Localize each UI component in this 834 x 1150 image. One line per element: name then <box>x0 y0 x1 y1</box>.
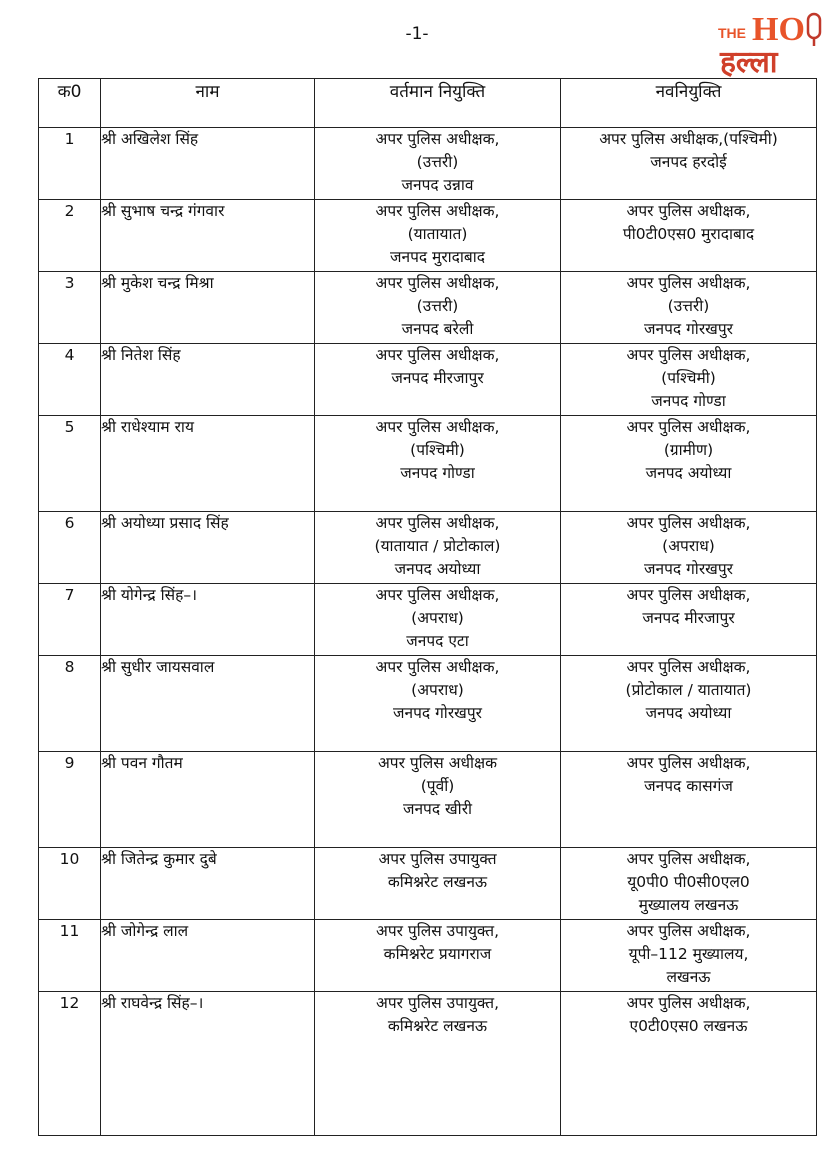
new-posting <box>561 584 817 656</box>
current-posting <box>315 272 561 344</box>
logo-prefix: THE <box>718 25 746 41</box>
table-row <box>39 992 817 1136</box>
table-row <box>39 848 817 920</box>
serial-number: 3 <box>39 272 101 344</box>
new-posting <box>561 200 817 272</box>
officer-name: श्री राघवेन्द्र सिंह–। <box>101 992 315 1136</box>
table-body <box>39 128 817 1136</box>
posting-line: जनपद गोरखपुर <box>393 704 482 722</box>
posting-line: अपर पुलिस अधीक्षक,(पश्चिमी) <box>599 130 778 148</box>
current-posting <box>315 344 561 416</box>
posting-line: अपर पुलिस अधीक्षक, <box>626 922 751 940</box>
table-row <box>39 416 817 512</box>
new-posting <box>561 416 817 512</box>
officer-name: श्री सुधीर जायसवाल <box>101 656 315 752</box>
posting-line: (ग्रामीण) <box>663 441 714 459</box>
posting-line: अपर पुलिस अधीक्षक, <box>626 658 751 676</box>
posting-line: (यातायात) <box>407 225 468 243</box>
new-posting <box>561 656 817 752</box>
posting-line: अपर पुलिस उपायुक्त, <box>375 922 500 940</box>
current-posting <box>315 416 561 512</box>
posting-line: (उत्तरी) <box>416 297 459 315</box>
new-posting <box>561 848 817 920</box>
microphone-icon <box>808 14 820 38</box>
new-posting <box>561 992 817 1136</box>
logo-script: हल्ला <box>720 45 778 80</box>
serial-number: 5 <box>39 416 101 512</box>
posting-line: कमिश्नरेट प्रयागराज <box>383 945 492 963</box>
posting-line: अपर पुलिस अधीक्षक, <box>626 514 751 532</box>
posting-line: यूपी–112 मुख्यालय, <box>628 945 749 963</box>
posting-line: जनपद गोण्डा <box>400 464 475 482</box>
posting-line: यू0पी0 पी0सी0एल0 <box>627 873 750 891</box>
posting-line: जनपद उन्नाव <box>401 176 474 194</box>
officer-name: श्री जितेन्द्र कुमार दुबे <box>101 848 315 920</box>
header-new-posting: नवनियुक्ति <box>561 79 817 128</box>
officer-name: श्री राधेश्याम राय <box>101 416 315 512</box>
posting-line: जनपद अयोध्या <box>645 704 732 722</box>
posting-line: पी0टी0एस0 मुरादाबाद <box>622 225 755 243</box>
posting-line: अपर पुलिस अधीक्षक, <box>375 658 500 676</box>
officer-name: श्री जोगेन्द्र लाल <box>101 920 315 992</box>
posting-line: अपर पुलिस अधीक्षक, <box>375 130 500 148</box>
posting-line: (उत्तरी) <box>416 153 459 171</box>
current-posting <box>315 584 561 656</box>
table-row <box>39 584 817 656</box>
posting-line: अपर पुलिस अधीक्षक, <box>626 754 751 772</box>
posting-line: (उत्तरी) <box>667 297 710 315</box>
posting-line: जनपद गोरखपुर <box>644 560 733 578</box>
new-posting <box>561 920 817 992</box>
posting-line: जनपद खीरी <box>402 800 473 818</box>
current-posting <box>315 512 561 584</box>
posting-line: कमिश्नरेट लखनऊ <box>387 873 488 891</box>
posting-line: जनपद मुरादाबाद <box>389 248 486 266</box>
officer-name: श्री अयोध्या प्रसाद सिंह <box>101 512 315 584</box>
posting-line: ए0टी0एस0 लखनऊ <box>629 1017 748 1035</box>
page-number: -1- <box>405 24 429 44</box>
table-row <box>39 344 817 416</box>
new-posting <box>561 344 817 416</box>
posting-line: अपर पुलिस अधीक्षक, <box>375 514 500 532</box>
current-posting <box>315 848 561 920</box>
table-row <box>39 656 817 752</box>
current-posting <box>315 992 561 1136</box>
posting-line: जनपद बरेली <box>401 320 474 338</box>
current-posting <box>315 200 561 272</box>
logo-highlight: HO <box>752 11 805 48</box>
posting-line: मुख्यालय लखनऊ <box>638 896 739 914</box>
new-posting <box>561 272 817 344</box>
serial-number: 11 <box>39 920 101 992</box>
posting-line: (पश्चिमी) <box>661 369 716 387</box>
posting-line: जनपद मीरजापुर <box>391 369 484 387</box>
current-posting <box>315 752 561 848</box>
officer-name: श्री पवन गौतम <box>101 752 315 848</box>
serial-number: 10 <box>39 848 101 920</box>
the-hohalla-logo <box>716 8 828 80</box>
posting-line: अपर पुलिस अधीक्षक, <box>375 586 500 604</box>
current-posting <box>315 920 561 992</box>
posting-line: (अपराध) <box>411 681 464 699</box>
serial-number: 8 <box>39 656 101 752</box>
posting-line: (प्रोटोकाल / यातायात) <box>625 681 752 699</box>
current-posting <box>315 128 561 200</box>
posting-line: जनपद मीरजापुर <box>642 609 735 627</box>
table-row <box>39 128 817 200</box>
header-name: नाम <box>101 79 315 128</box>
header-serial: क0 <box>39 79 101 128</box>
posting-line: (पश्चिमी) <box>410 441 465 459</box>
table-row <box>39 512 817 584</box>
serial-number: 1 <box>39 128 101 200</box>
header-current-posting: वर्तमान नियुक्ति <box>315 79 561 128</box>
posting-line: अपर पुलिस अधीक्षक, <box>375 202 500 220</box>
posting-line: जनपद हरदोई <box>650 153 727 171</box>
officer-name: श्री मुकेश चन्द्र मिश्रा <box>101 272 315 344</box>
posting-line: जनपद कासगंज <box>644 777 733 795</box>
posting-line: कमिश्नरेट लखनऊ <box>387 1017 488 1035</box>
posting-line: जनपद गोरखपुर <box>644 320 733 338</box>
posting-line: (अपराध) <box>411 609 464 627</box>
new-posting <box>561 512 817 584</box>
posting-line: जनपद गोण्डा <box>651 392 726 410</box>
posting-line: अपर पुलिस अधीक्षक, <box>626 346 751 364</box>
table-header-row <box>39 79 817 128</box>
table-row <box>39 200 817 272</box>
posting-line: (यातायात / प्रोटोकाल) <box>374 537 501 555</box>
transfer-table <box>38 78 817 1136</box>
posting-line: अपर पुलिस अधीक्षक, <box>375 418 500 436</box>
serial-number: 4 <box>39 344 101 416</box>
posting-line: जनपद अयोध्या <box>394 560 481 578</box>
posting-line: अपर पुलिस अधीक्षक, <box>626 202 751 220</box>
posting-line: अपर पुलिस अधीक्षक, <box>626 586 751 604</box>
posting-line: अपर पुलिस उपायुक्त, <box>375 994 500 1012</box>
posting-line: (अपराध) <box>662 537 715 555</box>
current-posting <box>315 656 561 752</box>
serial-number: 6 <box>39 512 101 584</box>
officer-name: श्री सुभाष चन्द्र गंगवार <box>101 200 315 272</box>
serial-number: 2 <box>39 200 101 272</box>
table-row <box>39 272 817 344</box>
posting-line: अपर पुलिस अधीक्षक, <box>626 274 751 292</box>
officer-name: श्री नितेश सिंह <box>101 344 315 416</box>
serial-number: 9 <box>39 752 101 848</box>
posting-line: लखनऊ <box>666 968 711 986</box>
officer-name: श्री अखिलेश सिंह <box>101 128 315 200</box>
posting-line: अपर पुलिस उपायुक्त <box>378 850 497 868</box>
table-row <box>39 920 817 992</box>
posting-line: जनपद अयोध्या <box>645 464 732 482</box>
serial-number: 12 <box>39 992 101 1136</box>
table-row <box>39 752 817 848</box>
posting-line: अपर पुलिस अधीक्षक, <box>626 850 751 868</box>
posting-line: (पूर्वी) <box>420 777 455 795</box>
posting-line: अपर पुलिस अधीक्षक, <box>375 346 500 364</box>
posting-line: अपर पुलिस अधीक्षक <box>377 754 498 772</box>
new-posting <box>561 128 817 200</box>
posting-line: अपर पुलिस अधीक्षक, <box>626 418 751 436</box>
new-posting <box>561 752 817 848</box>
serial-number: 7 <box>39 584 101 656</box>
posting-line: अपर पुलिस अधीक्षक, <box>626 994 751 1012</box>
officer-name: श्री योगेन्द्र सिंह–। <box>101 584 315 656</box>
posting-line: जनपद एटा <box>406 632 469 650</box>
posting-line: अपर पुलिस अधीक्षक, <box>375 274 500 292</box>
